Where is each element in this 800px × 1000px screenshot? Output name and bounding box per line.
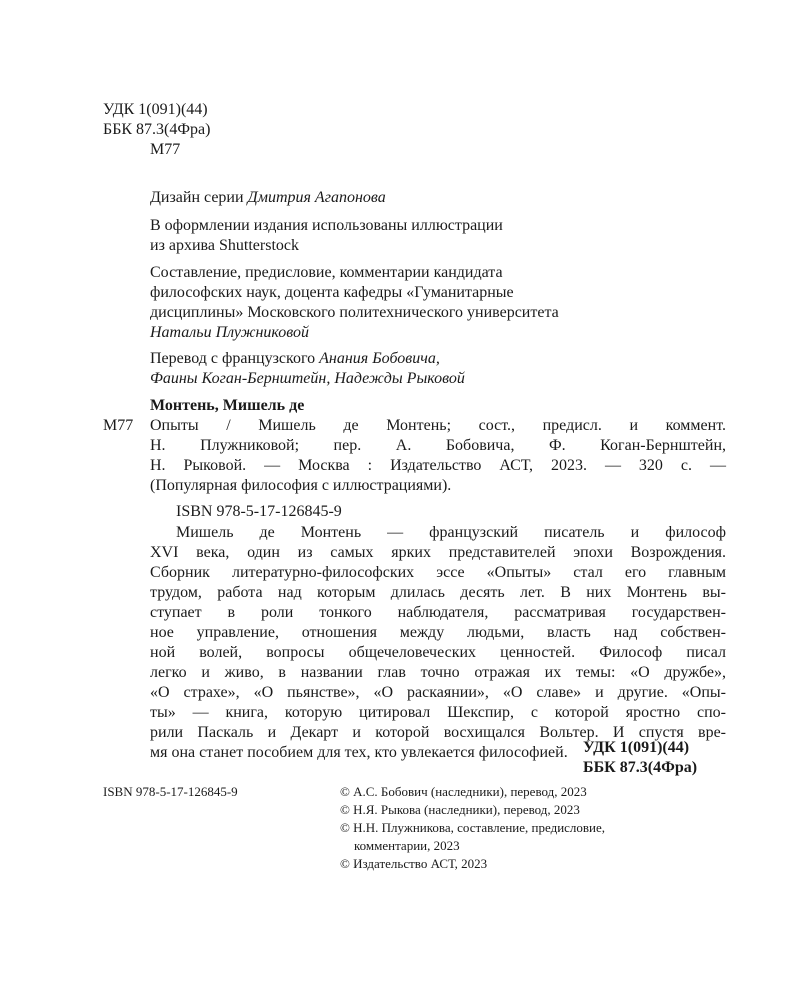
annotation	[150, 523, 726, 763]
annotation-line: ты» — книга, которую цитировал Шекспир, с которой яростно спо-	[150, 704, 726, 721]
copyright-line: © Н.Н. Плужникова, составление, предисловие,	[340, 820, 606, 835]
annotation-line: ступает в роли тонкого наблюдателя, рассматривая государствен-	[150, 604, 726, 621]
compiler-name: Натальи Плужниковой	[150, 324, 310, 341]
annotation-line: легко и живо, в названии глав точно отражая их темы: «О дружбе»,	[150, 664, 726, 681]
series-design	[150, 188, 386, 208]
catalog-line: (Популярная философия с иллюстрациями).	[150, 477, 452, 494]
translation-prefix: Перевод с французского	[150, 350, 316, 367]
copyright-line: комментарии, 2023	[354, 838, 460, 853]
series-design-prefix: Дизайн серии	[150, 189, 244, 206]
catalog-line: Н. Плужниковой; пер. А. Бобовича, Ф. Коган-Бернштейн,	[150, 437, 726, 454]
catalog-heading: Монтень, Мишель де	[150, 397, 305, 414]
annotation-line: трудом, работа над которым длилась десять лет. В них Монтень вы-	[150, 584, 726, 601]
catalog-isbn: ISBN 978-5-17-126845-9	[176, 503, 342, 520]
catalog-line: Н. Рыковой. — Москва : Издательство АСТ, 2023. — 320 с. —	[150, 457, 726, 474]
catalog-description	[150, 416, 726, 496]
compilation-line-3: дисциплины» Московского политехнического университета	[150, 304, 559, 321]
translator-names-1: Анания Бобовича,	[319, 350, 440, 367]
annotation-line: XVI века, один из самых ярких представителей эпохи Возрождения.	[150, 544, 726, 561]
translation-line-1	[150, 349, 440, 369]
annotation-line: мя она станет пособием для тех, кто увлекается философией.	[150, 744, 568, 761]
udk-code: УДК 1(091)(44)	[103, 101, 208, 118]
bbk-code: ББК 87.3(4Фра)	[103, 121, 211, 138]
annotation-line: Мишель де Монтень — французский писатель и философ	[176, 524, 726, 541]
catalog-line: Опыты / Мишель де Монтень; сост., предисл. и коммент.	[150, 417, 726, 434]
copyright-line: © А.С. Бобович (наследники), перевод, 2023	[340, 784, 587, 799]
author-mark: М77	[150, 141, 181, 158]
translator-names-2: Фаины Коган-Бернштейн, Надежды Рыковой	[150, 370, 465, 387]
series-designer: Дмитрия Агапонова	[247, 189, 386, 206]
annotation-line: рили Паскаль и Декарт и которой восхищался Вольтер. И спустя вре-	[150, 724, 726, 741]
copyright-line: © Н.Я. Рыкова (наследники), перевод, 2023	[340, 802, 580, 817]
illustrations-line-1: В оформлении издания использованы иллюстрации	[150, 217, 503, 234]
footer-isbn: ISBN 978-5-17-126845-9	[103, 784, 238, 799]
udk-code-bold: УДК 1(091)(44)	[583, 739, 690, 756]
bbk-code-bold: ББК 87.3(4Фра)	[583, 759, 698, 776]
catalog-mark: М77	[103, 417, 134, 434]
compilation-line-1: Составление, предисловие, комментарии кандидата	[150, 264, 503, 281]
annotation-line: «О страхе», «О пьянстве», «О раскаянии», «О славе» и другие. «Опы-	[150, 684, 726, 701]
annotation-line: ной волей, вопросы общечеловеческих ценностей. Философ писал	[150, 644, 726, 661]
illustrations-line-2: из архива Shutterstock	[150, 237, 299, 254]
annotation-line: Сборник литературно-философских эссе «Опыты» стал его главным	[150, 564, 726, 581]
copyright-line: © Издательство АСТ, 2023	[340, 856, 488, 871]
annotation-line: ное управление, отношения между людьми, власть над собствен-	[150, 624, 726, 641]
copyright-list	[340, 783, 605, 873]
compilation-line-2: философских наук, доцента кафедры «Гуманитарные	[150, 284, 514, 301]
